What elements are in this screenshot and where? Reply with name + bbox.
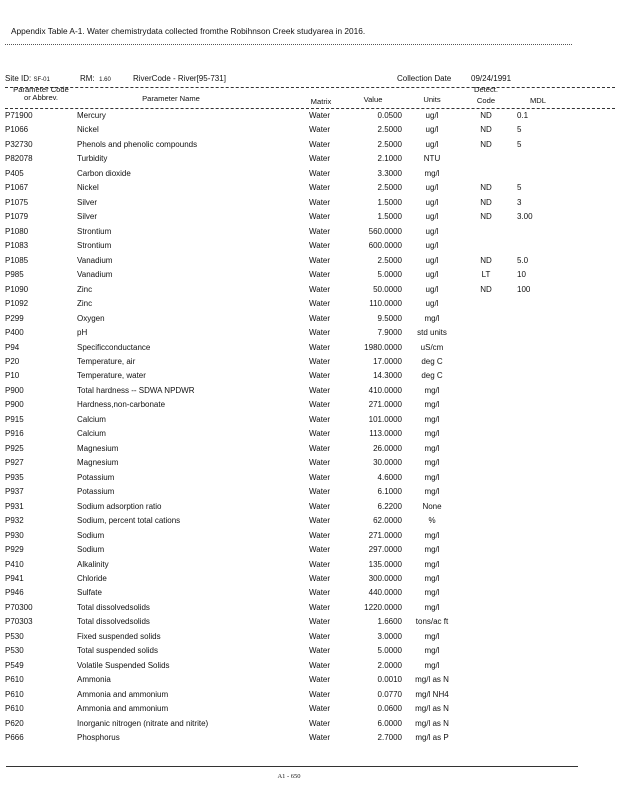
parameter-name-cell: Hardness,non-carbonate — [77, 400, 166, 410]
value-cell: 2.7000 — [377, 733, 402, 743]
parameter-name-cell: Fixed suspended solids — [77, 631, 161, 641]
parameter-name-cell: Alkalinity — [77, 559, 109, 569]
parameter-name-cell: Temperature, air — [77, 356, 136, 366]
parameter-code-cell: P94 — [5, 342, 20, 352]
value-cell: 9.5000 — [377, 313, 402, 323]
parameter-name-cell: Ammonia and ammonium — [77, 704, 169, 714]
parameter-code-cell: P299 — [5, 313, 24, 323]
value-cell: 1.5000 — [377, 212, 402, 222]
site-id-value: SF-01 — [33, 77, 50, 83]
value-cell: 0.0010 — [377, 675, 402, 685]
parameter-code-cell: P410 — [5, 559, 24, 569]
parameter-code-cell: P1066 — [5, 125, 29, 135]
parameter-name-cell: Magnesium — [77, 458, 119, 468]
parameter-name-cell: Sodium adsorption ratio — [77, 501, 162, 511]
value-cell: 1220.0000 — [364, 602, 402, 612]
parameter-name-cell: Nickel — [77, 125, 99, 135]
value-cell: 560.0000 — [368, 226, 402, 236]
matrix-cell: Water — [309, 660, 331, 670]
matrix-cell: Water — [309, 400, 331, 410]
value-cell: 4.6000 — [377, 472, 402, 482]
value-cell: 3.3000 — [377, 168, 402, 178]
parameter-code-cell: P916 — [5, 429, 24, 439]
table-row: P1083 Strontium Water 600.0000 ug/l — [5, 241, 439, 251]
value-cell: 6.1000 — [377, 487, 402, 497]
value-cell: 1980.0000 — [364, 342, 402, 352]
parameter-name-cell: Magnesium — [77, 443, 119, 453]
parameter-name-cell: Ammonia — [77, 675, 111, 685]
parameter-name-cell: Silver — [77, 197, 98, 207]
collection-date-value: 09/24/1991 — [471, 74, 512, 83]
matrix-cell: Water — [309, 602, 331, 612]
parameter-name-cell: Strontium — [77, 226, 112, 236]
table-row: P1066 Nickel Water 2.5000 ug/l ND 5 — [5, 125, 522, 135]
table-row: P610 Ammonia and ammonium Water 0.0600 mg/l as N — [5, 704, 449, 714]
value-cell: 62.0000 — [373, 516, 402, 526]
matrix-cell: Water — [309, 631, 331, 641]
parameter-code-cell: P20 — [5, 356, 20, 366]
value-cell: 271.0000 — [368, 400, 402, 410]
mdl-cell: 100 — [517, 284, 531, 294]
matrix-cell: Water — [309, 675, 331, 685]
header-matrix: Matrix — [310, 97, 332, 106]
footer-rule — [6, 766, 578, 767]
parameter-name-cell: Potassium — [77, 472, 115, 482]
page-number: A1 - 650 — [277, 773, 301, 780]
parameter-code-cell: P530 — [5, 646, 24, 656]
matrix-cell: Water — [309, 733, 331, 743]
value-cell: 600.0000 — [368, 241, 402, 251]
table-row: P20 Temperature, air Water 17.0000 deg C — [5, 356, 443, 366]
parameter-code-cell: P82078 — [5, 154, 33, 164]
matrix-cell: Water — [309, 516, 331, 526]
value-cell: 271.0000 — [368, 530, 402, 540]
parameter-name-cell: Specificconductance — [77, 342, 151, 352]
value-cell: 1.5000 — [377, 197, 402, 207]
parameter-name-cell: Sulfate — [77, 588, 102, 598]
parameter-code-cell: P1090 — [5, 284, 29, 294]
table-row: P1090 Zinc Water 50.0000 ug/l ND 100 — [5, 284, 531, 294]
mdl-cell: 5 — [517, 139, 522, 149]
parameter-name-cell: Total dissolvedsolids — [77, 602, 150, 612]
table-row: P70303 Total dissolvedsolids Water 1.6600 tons/ac ft — [5, 617, 449, 627]
value-cell: 14.3000 — [373, 371, 402, 381]
parameter-name-cell: Vanadium — [77, 255, 113, 265]
parameter-code-cell: P400 — [5, 328, 24, 338]
parameter-code-cell: P937 — [5, 487, 24, 497]
header-top-rule — [5, 87, 615, 88]
matrix-cell: Water — [309, 111, 331, 120]
matrix-cell: Water — [309, 574, 331, 583]
matrix-cell: Water — [309, 501, 331, 511]
parameter-name-cell: Phosphorus — [77, 733, 120, 743]
value-cell: 50.0000 — [373, 284, 402, 294]
table-row: P549 Volatile Suspended Solids Water 2.0000 mg/l — [5, 660, 440, 670]
value-cell: 6.0000 — [377, 718, 402, 728]
matrix-cell: Water — [309, 458, 331, 468]
table-row: P530 Fixed suspended solids Water 3.0000 mg/l — [5, 631, 440, 641]
parameter-name-cell: Temperature, water — [77, 371, 146, 381]
value-cell: 2.5000 — [377, 125, 402, 135]
matrix-cell: Water — [309, 414, 331, 424]
parameter-code-cell: P549 — [5, 660, 24, 670]
parameter-name-cell: Volatile Suspended Solids — [77, 660, 170, 670]
parameter-name-cell: Zinc — [77, 284, 93, 294]
mdl-cell: 10 — [517, 270, 526, 280]
parameter-code-cell: P1092 — [5, 299, 29, 309]
parameter-code-cell: P610 — [5, 689, 24, 699]
value-cell: 300.0000 — [368, 574, 402, 583]
parameter-code-cell: P900 — [5, 385, 24, 395]
matrix-cell: Water — [309, 443, 331, 453]
matrix-cell: Water — [309, 487, 331, 497]
value-cell: 7.9000 — [377, 328, 402, 338]
table-row: P299 Oxygen Water 9.5000 mg/l — [5, 313, 440, 323]
parameter-name-cell: Calcium — [77, 414, 106, 424]
parameter-name-cell: Nickel — [77, 183, 99, 193]
table-row: P70300 Total dissolvedsolids Water 1220.0000 mg/l — [5, 602, 440, 612]
value-cell: 3.0000 — [377, 631, 402, 641]
table-row: P1079 Silver Water 1.5000 ug/l ND 3.00 — [5, 212, 533, 222]
matrix-cell: Water — [309, 226, 331, 236]
table-row: P10 Temperature, water Water 14.3000 deg C — [5, 371, 443, 381]
parameter-name-cell: Inorganic nitrogen (nitrate and nitrite) — [77, 718, 209, 728]
matrix-cell: Water — [309, 183, 331, 193]
table-row: P405 Carbon dioxide Water 3.3000 mg/l — [5, 168, 440, 178]
parameter-name-cell: Chloride — [77, 574, 107, 583]
table-title: Appendix Table A-1. Water chemistrydata collected fromthe Robihnson Creek studyarea in 2016. — [11, 26, 366, 36]
parameter-name-cell: Mercury — [77, 111, 106, 120]
parameter-name-cell: Vanadium — [77, 270, 113, 280]
parameter-code-cell: P900 — [5, 400, 24, 410]
table-row: P94 Specificconductance Water 1980.0000 uS/cm — [5, 342, 444, 352]
parameter-code-cell: P929 — [5, 545, 24, 555]
matrix-cell: Water — [309, 313, 331, 323]
mdl-cell: 0.1 — [517, 111, 529, 120]
table-row: P530 Total suspended solids Water 5.0000 mg/l — [5, 646, 440, 656]
value-cell: 110.0000 — [369, 299, 402, 309]
matrix-cell: Water — [309, 328, 331, 338]
table-row: P32730 Phenols and phenolic compounds Water 2.5000 ug/l ND 5 — [5, 139, 522, 149]
parameter-code-cell: P70300 — [5, 602, 33, 612]
parameter-code-cell: P1080 — [5, 226, 29, 236]
matrix-cell: Water — [309, 429, 331, 439]
matrix-cell: Water — [309, 139, 331, 149]
value-cell: 1.6600 — [377, 617, 402, 627]
table-row: P71900 Mercury Water 0.0500 ug/l ND 0.1 — [5, 111, 529, 120]
header-parameter-name: Parameter Name — [142, 94, 200, 103]
matrix-cell: Water — [309, 472, 331, 482]
value-cell: 440.0000 — [368, 588, 402, 598]
parameter-code-cell: P931 — [5, 501, 24, 511]
mdl-cell: 5.0 — [517, 255, 529, 265]
matrix-cell: Water — [309, 284, 331, 294]
value-cell: 5.0000 — [377, 646, 402, 656]
value-cell: 2.5000 — [377, 255, 402, 265]
matrix-cell: Water — [309, 689, 331, 699]
parameter-name-cell: Phenols and phenolic compounds — [77, 139, 198, 149]
table-row: P931 Sodium adsorption ratio Water 6.2200 None — [5, 501, 442, 511]
parameter-code-cell: P530 — [5, 631, 24, 641]
table-row: P1075 Silver Water 1.5000 ug/l ND 3 — [5, 197, 522, 207]
river-mile-value: 1.60 — [99, 77, 111, 83]
matrix-cell: Water — [309, 154, 331, 164]
value-cell: 0.0770 — [377, 689, 402, 699]
value-cell: 0.0600 — [377, 704, 402, 714]
parameter-code-cell: P1079 — [5, 212, 29, 222]
header-value: Value — [363, 95, 383, 104]
table-row: P1085 Vanadium Water 2.5000 ug/l ND 5.0 — [5, 255, 529, 265]
value-cell: 30.0000 — [373, 458, 402, 468]
parameter-code-cell: P620 — [5, 718, 24, 728]
mdl-cell: 5 — [517, 183, 522, 193]
value-cell: 6.2200 — [377, 501, 402, 511]
header-mdl: MDL — [529, 96, 547, 105]
value-cell: 17.0000 — [373, 356, 402, 366]
parameter-code-cell: P932 — [5, 516, 24, 526]
matrix-cell: Water — [309, 299, 331, 309]
table-row: P666 Phosphorus Water 2.7000 mg/l as P — [5, 733, 449, 743]
parameter-name-cell: pH — [77, 328, 88, 338]
parameter-name-cell: Ammonia and ammonium — [77, 689, 169, 699]
parameter-code-cell: P930 — [5, 530, 24, 540]
site-id: Site ID: SF-01 — [5, 74, 50, 83]
parameter-name-cell: Turbidity — [77, 154, 108, 164]
matrix-cell: Water — [309, 270, 331, 280]
value-cell: 2.1000 — [377, 154, 402, 164]
table-row: P985 Vanadium Water 5.0000 ug/l LT 10 — [5, 270, 526, 280]
table-row: P900 Total hardness -- SDWA NPDWR Water 410.0000 mg/l — [5, 385, 440, 395]
table-row: P946 Sulfate Water 440.0000 mg/l — [5, 588, 440, 598]
value-cell: 2.5000 — [377, 139, 402, 149]
table-row: P410 Alkalinity Water 135.0000 mg/l — [5, 559, 440, 569]
matrix-cell: Water — [309, 125, 331, 135]
matrix-cell: Water — [309, 646, 331, 656]
table-row: P915 Calcium Water 101.0000 mg/l — [5, 414, 440, 424]
header-parameter-code: Parameter Code or Abbrev. — [13, 85, 69, 102]
river-mile: RM: 1.60 — [80, 74, 111, 83]
matrix-cell: Water — [309, 371, 331, 381]
value-cell: 297.0000 — [368, 545, 402, 555]
table-row: P400 pH Water 7.9000 std units — [5, 328, 447, 338]
mdl-cell: 5 — [517, 125, 522, 135]
table-row: P929 Sodium Water 297.0000 mg/l — [5, 545, 440, 555]
value-cell: 135.0000 — [368, 559, 402, 569]
parameter-name-cell: Total hardness -- SDWA NPDWR — [77, 385, 195, 395]
title-divider — [5, 44, 572, 45]
parameter-code-cell: P610 — [5, 704, 24, 714]
matrix-cell: Water — [309, 704, 331, 714]
value-cell: 0.0500 — [377, 111, 402, 120]
matrix-cell: Water — [309, 588, 331, 598]
header-bottom-rule — [5, 108, 615, 109]
parameter-code-cell: P10 — [5, 371, 20, 381]
parameter-name-cell: Sodium — [77, 545, 105, 555]
matrix-cell: Water — [309, 718, 331, 728]
matrix-cell: Water — [309, 530, 331, 540]
table-row: P932 Sodium, percent total cations Water 62.0000 % — [5, 516, 436, 526]
value-cell: 410.0000 — [368, 385, 402, 395]
table-row: P620 Inorganic nitrogen (nitrate and nitrite) Water 6.0000 mg/l as N — [5, 718, 449, 728]
parameter-name-cell: Silver — [77, 212, 98, 222]
header-units: Units — [423, 95, 441, 104]
parameter-name-cell: Sodium, percent total cations — [77, 516, 181, 526]
value-cell: 113.0000 — [369, 429, 402, 439]
parameter-code-cell: P1085 — [5, 255, 29, 265]
matrix-cell: Water — [309, 559, 331, 569]
parameter-name-cell: Sodium — [77, 530, 105, 540]
matrix-cell: Water — [309, 241, 331, 251]
parameter-code-cell: P1075 — [5, 197, 29, 207]
parameter-name-cell: Total dissolvedsolids — [77, 617, 150, 627]
value-cell: 5.0000 — [377, 270, 402, 280]
value-cell: 2.5000 — [377, 183, 402, 193]
parameter-name-cell: Total suspended solids — [77, 646, 158, 656]
table-row: P1092 Zinc Water 110.0000 ug/l — [5, 299, 439, 309]
matrix-cell: Water — [309, 617, 331, 627]
parameter-code-cell: P915 — [5, 414, 24, 424]
table-row: P1067 Nickel Water 2.5000 ug/l ND 5 — [5, 183, 522, 193]
parameter-code-cell: P1067 — [5, 183, 29, 193]
parameter-code-cell: P666 — [5, 733, 24, 743]
parameter-code-cell: P70303 — [5, 617, 33, 627]
parameter-name-cell: Strontium — [77, 241, 112, 251]
parameter-code-cell: P941 — [5, 574, 24, 583]
matrix-cell: Water — [309, 197, 331, 207]
parameter-name-cell: Potassium — [77, 487, 115, 497]
matrix-cell: Water — [309, 212, 331, 222]
matrix-cell: Water — [309, 356, 331, 366]
table-row: P900 Hardness,non-carbonate Water 271.0000 mg/l — [5, 400, 440, 410]
parameter-name-cell: Zinc — [77, 299, 93, 309]
matrix-cell: Water — [309, 255, 331, 265]
table-row: P925 Magnesium Water 26.0000 mg/l — [5, 443, 440, 453]
table-row: P935 Potassium Water 4.6000 mg/l — [5, 472, 440, 482]
table-row: P82078 Turbidity Water 2.1000 NTU — [5, 154, 441, 164]
data-table — [0, 111, 618, 748]
parameter-code-cell: P925 — [5, 443, 24, 453]
parameter-code-cell: P985 — [5, 270, 24, 280]
parameter-code-cell: P1083 — [5, 241, 29, 251]
collection-date-label: Collection Date — [397, 74, 452, 83]
river-code: RiverCode - River[95-731] — [133, 74, 226, 83]
table-row: P927 Magnesium Water 30.0000 mg/l — [5, 458, 440, 468]
parameter-code-cell: P927 — [5, 458, 24, 468]
matrix-cell: Water — [309, 342, 331, 352]
table-row: P610 Ammonia and ammonium Water 0.0770 mg/l NH4 — [5, 689, 449, 699]
parameter-name-cell: Calcium — [77, 429, 106, 439]
value-cell: 101.0000 — [368, 414, 402, 424]
parameter-code-cell: P610 — [5, 675, 24, 685]
table-row: P930 Sodium Water 271.0000 mg/l — [5, 530, 440, 540]
parameter-code-cell: P32730 — [5, 139, 33, 149]
table-row: P937 Potassium Water 6.1000 mg/l — [5, 487, 440, 497]
parameter-name-cell: Carbon dioxide — [77, 168, 131, 178]
mdl-cell: 3 — [517, 197, 522, 207]
header-detect-code: Detect. Code — [473, 85, 499, 105]
parameter-code-cell: P935 — [5, 472, 24, 482]
matrix-cell: Water — [309, 385, 331, 395]
parameter-name-cell: Oxygen — [77, 313, 105, 323]
parameter-code-cell: P71900 — [5, 111, 33, 120]
matrix-cell: Water — [309, 168, 331, 178]
table-row: P610 Ammonia Water 0.0010 mg/l as N — [5, 675, 449, 685]
parameter-code-cell: P946 — [5, 588, 24, 598]
table-row: P1080 Strontium Water 560.0000 ug/l — [5, 226, 439, 236]
table-row: P916 Calcium Water 113.0000 mg/l — [5, 429, 440, 439]
mdl-cell: 3.00 — [517, 212, 533, 222]
value-cell: 2.0000 — [377, 660, 402, 670]
value-cell: 26.0000 — [373, 443, 402, 453]
parameter-code-cell: P405 — [5, 168, 24, 178]
matrix-cell: Water — [309, 545, 331, 555]
table-row: P941 Chloride Water 300.0000 mg/l — [5, 574, 440, 583]
